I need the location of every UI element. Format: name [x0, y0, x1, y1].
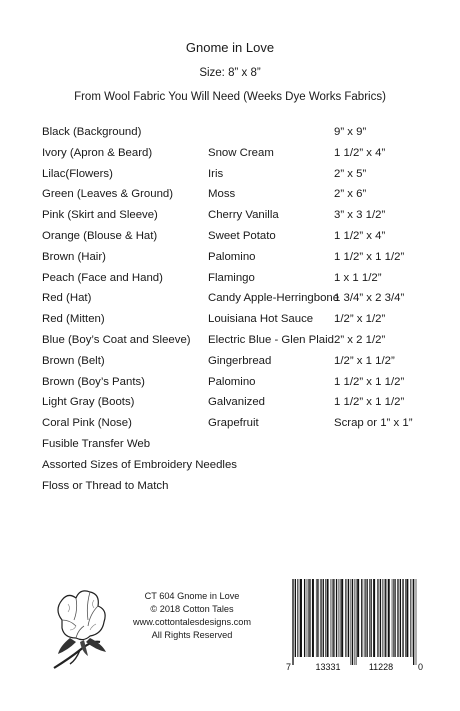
fabric-name: Moss	[208, 188, 236, 201]
barcode-bar	[402, 579, 403, 657]
barcode-bar	[382, 579, 383, 657]
fabric-dimensions: Scrap or 1” x 1”	[334, 417, 413, 430]
barcode	[283, 573, 426, 672]
barcode-bar	[394, 579, 395, 657]
material-row	[42, 250, 442, 271]
barcode-bar	[333, 579, 334, 657]
material-name: Assorted Sizes of Embroidery Needles	[42, 458, 237, 471]
material-row	[42, 229, 442, 250]
barcode-bar	[299, 579, 300, 657]
material-name: Light Gray (Boots)	[42, 396, 135, 409]
barcode-bar	[355, 579, 356, 665]
barcode-bar	[325, 579, 326, 657]
barcode-bar	[366, 579, 367, 657]
fabric-dimensions: 1 1/2” x 1 1/2”	[334, 375, 405, 388]
material-name: Peach (Face and Hand)	[42, 271, 163, 284]
fabric-name: Candy Apple-Herringbone	[208, 292, 340, 305]
fabric-name: Gingerbread	[208, 354, 272, 367]
barcode-bar	[347, 579, 348, 657]
barcode-bar	[405, 579, 406, 657]
material-name: Black (Background)	[42, 126, 142, 138]
barcode-bar	[369, 579, 370, 657]
barcode-bar	[365, 579, 366, 657]
barcode-bar	[364, 579, 365, 657]
material-row	[42, 395, 442, 416]
barcode-bar	[378, 579, 379, 657]
material-row	[42, 416, 442, 437]
material-name: Orange (Blouse & Hat)	[42, 229, 158, 242]
barcode-bar	[380, 579, 381, 657]
fabric-dimensions: 1/2” x 1 1/2”	[334, 354, 395, 367]
fabric-name: Electric Blue - Glen Plaid	[208, 333, 334, 346]
fabric-name: Cherry Vanilla	[208, 209, 279, 222]
barcode-bar	[332, 579, 333, 657]
material-name: Green (Leaves & Ground)	[42, 188, 174, 201]
barcode-bar	[317, 579, 318, 657]
material-row	[42, 458, 442, 479]
barcode-bar	[331, 579, 332, 657]
barcode-digits: 13331	[315, 662, 341, 672]
barcode-bar	[309, 579, 310, 657]
fabric-name: Louisiana Hot Sauce	[208, 313, 314, 326]
barcode-bar	[341, 579, 343, 657]
footer-line: CT 604 Gnome in Love	[144, 591, 240, 601]
fabric-dimensions: 1 1/2” x 4”	[334, 229, 386, 242]
barcode-bar	[400, 579, 401, 657]
fabric-source-heading: From Wool Fabric You Will Need (Weeks Dye Works Fabrics)	[74, 91, 386, 103]
barcode-bar	[388, 579, 390, 657]
material-row	[42, 375, 442, 396]
cotton-boll-icon	[40, 580, 120, 675]
material-name: Lilac(Flowers)	[42, 167, 113, 180]
pattern-title: Gnome in Love	[185, 40, 275, 55]
barcode-bar	[336, 579, 337, 657]
material-row	[42, 125, 442, 146]
footer-credits	[122, 590, 262, 642]
fabric-dimensions: 1 1/2” x 4”	[334, 146, 386, 159]
fabric-dimensions: 2” x 2 1/2”	[334, 333, 386, 346]
fabric-name: Sweet Potato	[208, 229, 276, 242]
fabric-dimensions: 1 3/4” x 2 3/4”	[334, 292, 405, 305]
fabric-dimensions: 2” x 5”	[334, 167, 367, 180]
material-row	[42, 312, 442, 333]
barcode-bar	[307, 579, 308, 657]
pattern-size: Size: 8” x 8”	[199, 67, 261, 79]
material-row	[42, 437, 442, 458]
material-name: Floss or Thread to Match	[42, 479, 169, 492]
barcode-bar	[345, 579, 346, 657]
barcode-bar	[292, 579, 293, 665]
barcode-bar	[340, 579, 341, 657]
barcode-bar	[352, 579, 353, 665]
fabric-name: Galvanized	[208, 396, 265, 409]
material-row	[42, 479, 442, 500]
barcode-bar	[320, 579, 321, 657]
barcode-bar	[397, 579, 398, 657]
barcode-bar	[348, 579, 349, 657]
barcode-bar	[297, 579, 298, 657]
barcode-bar	[416, 579, 417, 665]
barcode-bar	[398, 579, 399, 657]
barcode-bar	[392, 579, 393, 657]
fabric-name: Palomino	[208, 250, 256, 263]
material-row	[42, 208, 442, 229]
barcode-digits: 11228	[368, 662, 394, 672]
barcode-bar	[321, 579, 322, 657]
barcode-bar	[356, 579, 357, 665]
barcode-digits: 0	[417, 662, 423, 672]
fabric-dimensions: 1 1/2” x 1 1/2”	[334, 396, 405, 409]
barcode-bar	[327, 579, 329, 657]
fabric-dimensions: 1/2” x 1/2”	[334, 313, 386, 326]
barcode-bar	[377, 579, 378, 657]
barcode-bar	[393, 579, 394, 657]
barcode-bar	[406, 579, 408, 657]
barcode-bar	[385, 579, 386, 657]
fabric-name: Grapefruit	[208, 417, 259, 430]
footer-line: All Rights Reserved	[151, 630, 233, 640]
material-name: Brown (Hair)	[42, 250, 106, 263]
material-row	[42, 271, 442, 292]
material-name: Fusible Transfer Web	[42, 437, 151, 450]
fabric-name: Snow Cream	[208, 146, 274, 159]
fabric-dimensions: 3” x 3 1/2”	[334, 209, 386, 222]
material-name: Brown (Belt)	[42, 354, 105, 367]
barcode-digits: 7	[286, 662, 292, 672]
barcode-bar	[357, 579, 359, 657]
material-name: Pink (Skirt and Sleeve)	[42, 209, 158, 222]
material-row	[42, 354, 442, 375]
barcode-bar	[316, 579, 317, 657]
material-name: Coral Pink (Nose)	[42, 417, 132, 430]
barcode-bar	[413, 579, 414, 665]
barcode-bar	[304, 579, 305, 657]
barcode-bar	[361, 579, 362, 657]
footer-line: © 2018 Cotton Tales	[150, 604, 234, 614]
material-name: Brown (Boy’s Pants)	[42, 375, 145, 388]
barcode-bar	[308, 579, 309, 657]
fabric-name: Iris	[208, 167, 224, 180]
fabric-dimensions: 1 1/2” x 1 1/2”	[334, 250, 405, 263]
barcode-bar	[323, 579, 324, 657]
barcode-bar	[351, 579, 352, 665]
fabric-dimensions: 1 x 1 1/2”	[334, 271, 382, 284]
barcode-bar	[370, 579, 371, 657]
material-row	[42, 333, 442, 354]
fabric-dimensions: 2” x 6”	[334, 188, 367, 201]
material-name: Ivory (Apron & Beard)	[42, 146, 153, 159]
barcode-bar	[412, 579, 413, 657]
fabric-dimensions: 9” x 9”	[334, 126, 367, 138]
barcode-bar	[339, 579, 340, 657]
material-row	[42, 187, 442, 208]
material-name: Red (Mitten)	[42, 313, 105, 326]
barcode-bar	[300, 579, 302, 657]
material-name: Red (Hat)	[42, 292, 92, 305]
barcode-bar	[410, 579, 411, 657]
material-row	[42, 167, 442, 188]
barcode-bar	[312, 579, 314, 657]
material-row	[42, 146, 442, 167]
material-row	[42, 291, 442, 312]
material-name: Blue (Boy’s Coat and Sleeve)	[42, 333, 191, 346]
barcode-bar	[293, 579, 294, 665]
barcode-bar	[373, 579, 375, 657]
barcode-bar	[384, 579, 385, 657]
fabric-name: Flamingo	[208, 271, 255, 284]
footer-line: www.cottontalesdesigns.com	[133, 617, 251, 627]
materials-list	[42, 125, 442, 499]
barcode-bar	[295, 579, 296, 657]
fabric-name: Palomino	[208, 375, 256, 388]
